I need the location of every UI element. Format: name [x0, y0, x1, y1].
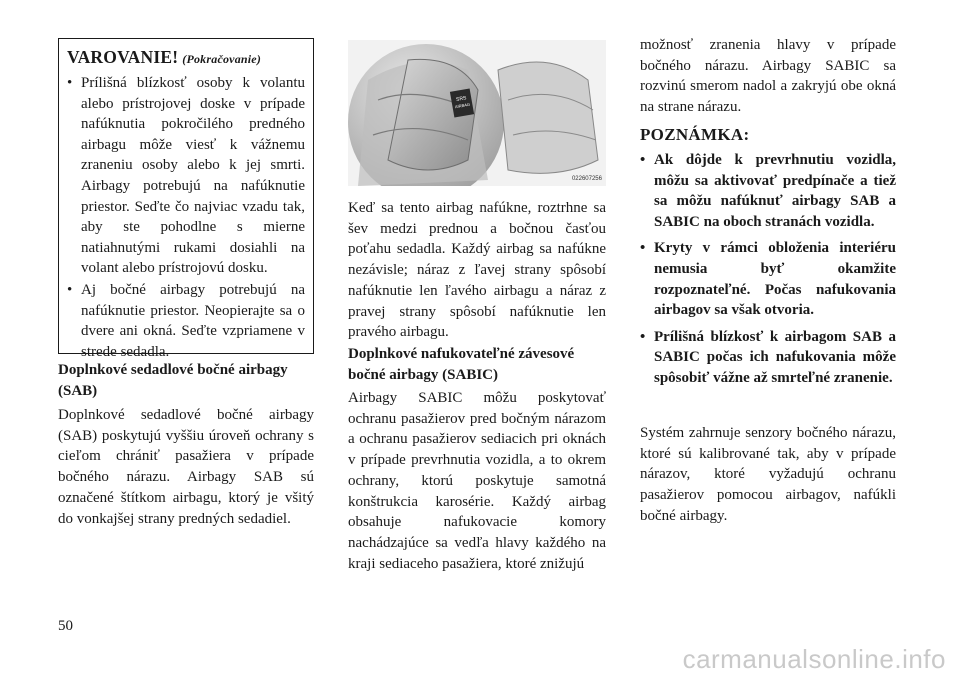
sab-heading: Doplnkové sedadlové bočné airbagy (SAB) [58, 362, 288, 399]
warning-list [67, 73, 305, 362]
watermark: carmanualsonline.info [682, 644, 946, 674]
note-item: • Ak dôjde k prevrhnutiu vozidla, môžu sa aktivovať predpínače a tiež sa môžu nafúknuť airbagy SAB a SABIC na oboch stranách vozidla. [640, 150, 896, 232]
sabic-paragraph: Airbagy SABIC môžu poskytovať ochranu pasažierov pred bočným nárazom a ochranu pasažierov sediacich pri oknách v prípade prevrhnutia vozidla, a to okrem ochrany, ktorú poskytuje samotná konštrukcia karosérie. Každý airbag obsahuje nafukovacie komory nachádzajúce sa vedľa hlavy každého na kraji sediaceho pasažiera, ktoré znižujú [348, 390, 606, 572]
page-number: 50 [58, 618, 73, 634]
sabic-continued-paragraph: možnosť zranenia hlavy v prípade bočného nárazu. Airbagy SABIC sa rozvinú smerom nadol a zakryjú obe okná na strane nárazu. [640, 37, 896, 116]
warning-item: • Príliš​ná blízkosť osoby k volantu alebo prístrojovej doske v prípade nafúknutia pokročilého predného airbagu môže viesť k vážnemu zraneniu osoby alebo k jej smrti. Airbagy potrebujú na nafúknutie priestor. Seďte čo najviac vzadu tak, aby ste pohodlne s mierne natiahnutými rukami dosiahli na volant alebo prístrojovú dosku. [67, 73, 305, 279]
airbag-label-line1: SRS [455, 95, 467, 103]
figure-code: 022607256 [571, 176, 602, 182]
sab-paragraph: Doplnkové sedadlové bočné airbagy (SAB) poskytujú vyššiu úroveň ochrany s cieľom chrániť pasažiera v prípade bočného nárazu. Airbagy SAB sú označené štítkom airbagu, ktorý je všitý do vonkajšej strany predných sedadiel. [58, 407, 314, 527]
seat-airbag-figure [348, 40, 606, 186]
warning-title-text: VAROVANIE! [67, 47, 179, 67]
warning-title [67, 46, 305, 70]
warning-subtitle: (Pokračovanie) [182, 52, 262, 66]
note-item: • Kryty v rámci obloženia interiéru nemusia byť okamžite rozpoznateľné. Počas nafukovania airbagov sa však otvoria. [640, 238, 896, 320]
note-heading: POZNÁMKA: [640, 125, 750, 144]
airbag-label-line2: AIRBAG [454, 101, 471, 110]
sensor-paragraph: Systém zahrnuje senzory bočného nárazu, ktoré sú kalibrované tak, aby v prípade nárazov, ktoré vyžadujú ochranu pasažierov pomocou airbagov, nafúkli bočné airbagy. [640, 425, 896, 524]
airbag-deploy-paragraph: Keď sa tento airbag nafúkne, roztrhne sa šev medzi prednou a bočnou časťou poťahu sedadla. Každý airbag sa nafúkne nezávisle; náraz z ľavej strany spôsobí nafúknutie len ľavého airbagu a náraz z pravej strany spôsobí nafúknutie len pravého airbagu. [348, 200, 606, 341]
warning-item: • Aj bočné airbagy potrebujú na nafúknutie priestor. Neopierajte sa o dvere ani okná. Seďte vzpriamene v strede sedadla. [67, 280, 305, 362]
seat-illustration [348, 40, 606, 186]
sabic-heading: Doplnkové nafukovateľné závesové bočné airbagy (SABIC) [348, 346, 575, 383]
note-item: • Príliš​ná blízkosť k airbagom SAB a SABIC počas ich nafukovania môže spôsobiť vážne až smrteľné zranenie. [640, 327, 896, 389]
note-list [640, 150, 896, 395]
warning-box [58, 38, 314, 360]
